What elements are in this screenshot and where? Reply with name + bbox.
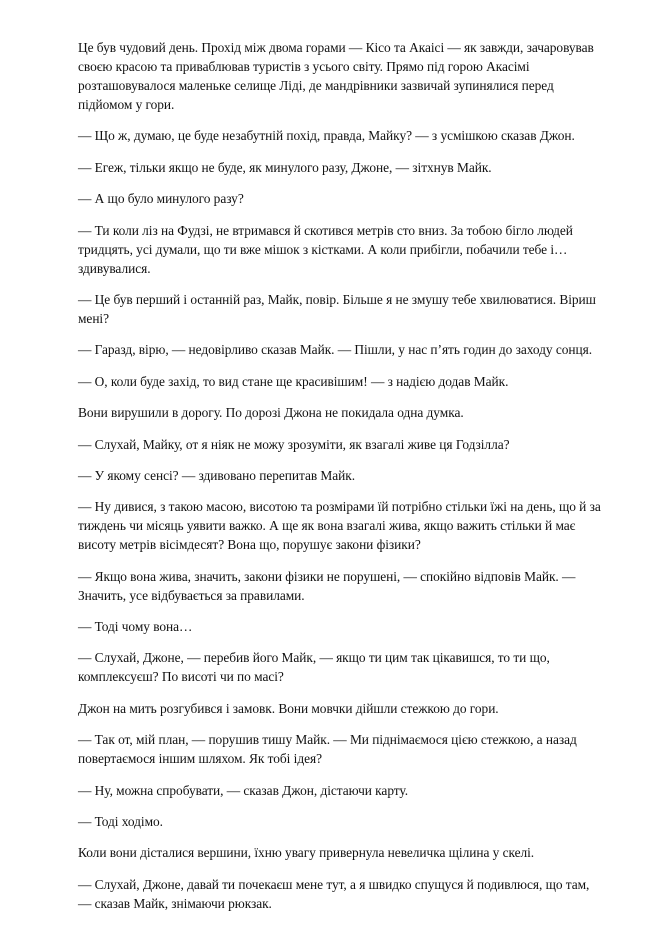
paragraph: — Тоді чому вона… [78, 619, 193, 635]
paragraph: — Що ж, думаю, це буде незабутній похід, правда, Майку? — з усмішкою сказав Джон. [78, 128, 575, 144]
paragraph: — Слухай, Джоне, давай ти почекаєш мене тут, а я швидко спущуся й подивлюся, що там, — сказав Майк, знімаючи рюкзак. [78, 876, 590, 911]
document-body [78, 38, 603, 925]
paragraph: — Ти коли ліз на Фудзі, не втримався й скотився метрів сто вниз. За тобою бігло людей тридцять, усі думали, що ти вже мішок з кістками. А коли прибігли, побачили тебе і… здивувалися. [78, 222, 573, 276]
paragraph: — Якщо вона жива, значить, закони фізики не порушені, — спокійно відповів Майк. — Значить, усе відбувається за правилами. [78, 568, 576, 603]
paragraph: — О, коли буде захід, то вид стане ще красивішим! — з надією додав Майк. [78, 373, 509, 389]
paragraph: — Тоді ходімо. [78, 814, 163, 830]
paragraph: Коли вони дісталися вершини, їхню увагу привернула невеличка щілина у скелі. [78, 845, 535, 861]
paragraph: — У якому сенсі? — здивовано перепитав Майк. [78, 467, 356, 483]
paragraph: — Гаразд, вірю, — недовірливо сказав Майк. — Пішли, у нас п’ять годин до заходу сонця. [78, 342, 592, 358]
paragraph: — Ну, можна спробувати, — сказав Джон, дістаючи карту. [78, 782, 409, 798]
paragraph: Вони вирушили в дорогу. По дорозі Джона не покидала одна думка. [78, 405, 464, 421]
paragraph: — Так от, мій план, — порушив тишу Майк. — Ми піднімаємося цією стежкою, а назад повертаємося іншим шляхом. Як тобі ідея? [78, 732, 577, 767]
paragraph: Це був чудовий день. Прохід між двома горами — Кісо та Акаісі — як завжди, зачаровував своєю красою та приваблював туристів з усього світу. Прямо під горою Акасімі розташовувалося маленьке селище Ліді, де мандрівники зазвичай зупинялися перед підйомом у гори. [78, 40, 594, 112]
paragraph: — Слухай, Джоне, — перебив його Майк, — якщо ти цим так цікавишся, то ти що, комплексуєш? По висоті чи по масі? [78, 650, 550, 685]
paragraph: Джон на мить розгубився і замовк. Вони мовчки дійшли стежкою до гори. [78, 700, 499, 716]
paragraph: — Ну дивися, з такою масою, висотою та розмірами їй потрібно стільки їжі на день, що й за тиждень чи місяць уявити важко. А ще як вона взагалі жива, якщо важить стільки й має висоту метрів вісімдесят? Вона що, порушує закони фізики? [78, 499, 601, 553]
paragraph: — Егеж, тільки якщо не буде, як минулого разу, Джоне, — зітхнув Майк. [78, 159, 492, 175]
paragraph: — А що було минулого разу? [78, 191, 244, 207]
paragraph: — Слухай, Майку, от я ніяк не можу зрозуміти, як взагалі живе ця Годзілла? [78, 436, 510, 452]
paragraph: — Це був перший і останній раз, Майк, повір. Більше я не змушу тебе хвилюватися. Віриш мені? [78, 291, 596, 326]
